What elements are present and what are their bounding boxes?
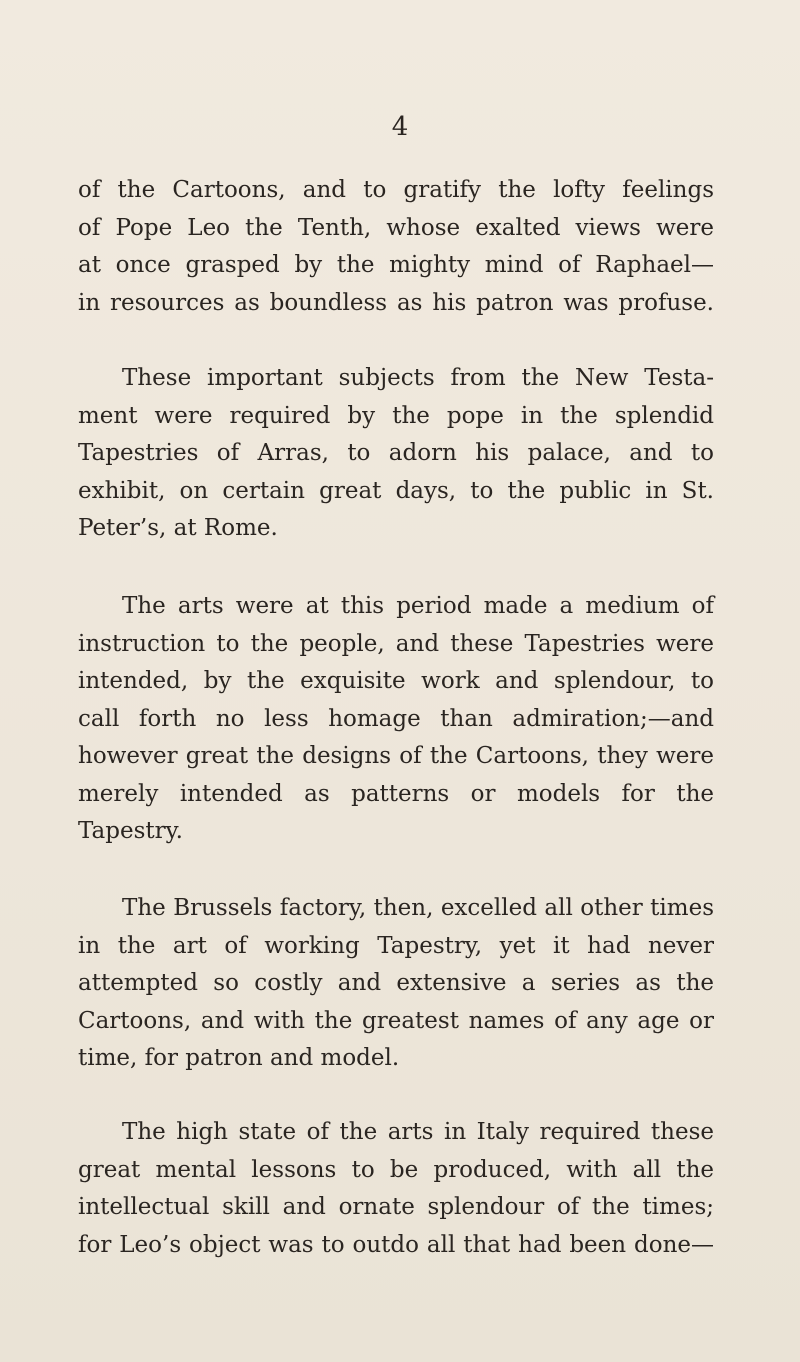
text-line: of the Cartoons, and to gratify the lofty feelings (78, 177, 714, 203)
text-line: Tapestries of Arras, to adorn his palace, and to (78, 440, 714, 466)
text-line: however great the designs of the Cartoons, they were (78, 743, 714, 769)
text-line: attempted so costly and extensive a series as the (78, 970, 714, 996)
paragraph-1 (78, 172, 714, 322)
page-number: 4 (391, 112, 409, 142)
text-line: at once grasped by the mighty mind of Raphael— (78, 252, 714, 278)
text-line: in the art of working Tapestry, yet it had never (78, 932, 714, 959)
text-line: intellectual skill and ornate splendour of the times; (78, 1194, 714, 1220)
text-line: These important subjects from the New Testa- (122, 365, 714, 391)
text-line: exhibit, on certain great days, to the public in St. (78, 477, 714, 504)
text-line: Peter’s, at Rome. (78, 515, 278, 541)
text-line: for Leo’s object was to outdo all that had been done— (78, 1231, 714, 1258)
text-line: intended, by the exquisite work and splendour, to (78, 668, 714, 694)
text-line: instruction to the people, and these Tapestries were (78, 630, 714, 657)
text-line: The high state of the arts in Italy required these (122, 1119, 714, 1145)
text-line: Tapestry. (78, 818, 183, 844)
text-line: ment were required by the pope in the splendid (78, 402, 714, 429)
paragraph-3 (78, 588, 714, 851)
paragraph-5 (78, 1114, 714, 1264)
text-line: of Pope Leo the Tenth, whose exalted views were (78, 214, 714, 241)
text-line: merely intended as patterns or models for the (78, 780, 714, 807)
text-line: Cartoons, and with the greatest names of any age or (78, 1007, 714, 1034)
text-line: call forth no less homage than admiration;—and (78, 705, 714, 732)
paragraph-4 (78, 890, 714, 1078)
text-line: great mental lessons to be produced, with all the (78, 1156, 714, 1183)
text-line: in resources as boundless as his patron was profuse. (78, 289, 714, 316)
paragraph-2 (78, 360, 714, 548)
text-line: The arts were at this period made a medium of (122, 593, 714, 619)
text-line: The Brussels factory, then, excelled all other times (122, 895, 714, 921)
text-line: time, for patron and model. (78, 1045, 400, 1071)
